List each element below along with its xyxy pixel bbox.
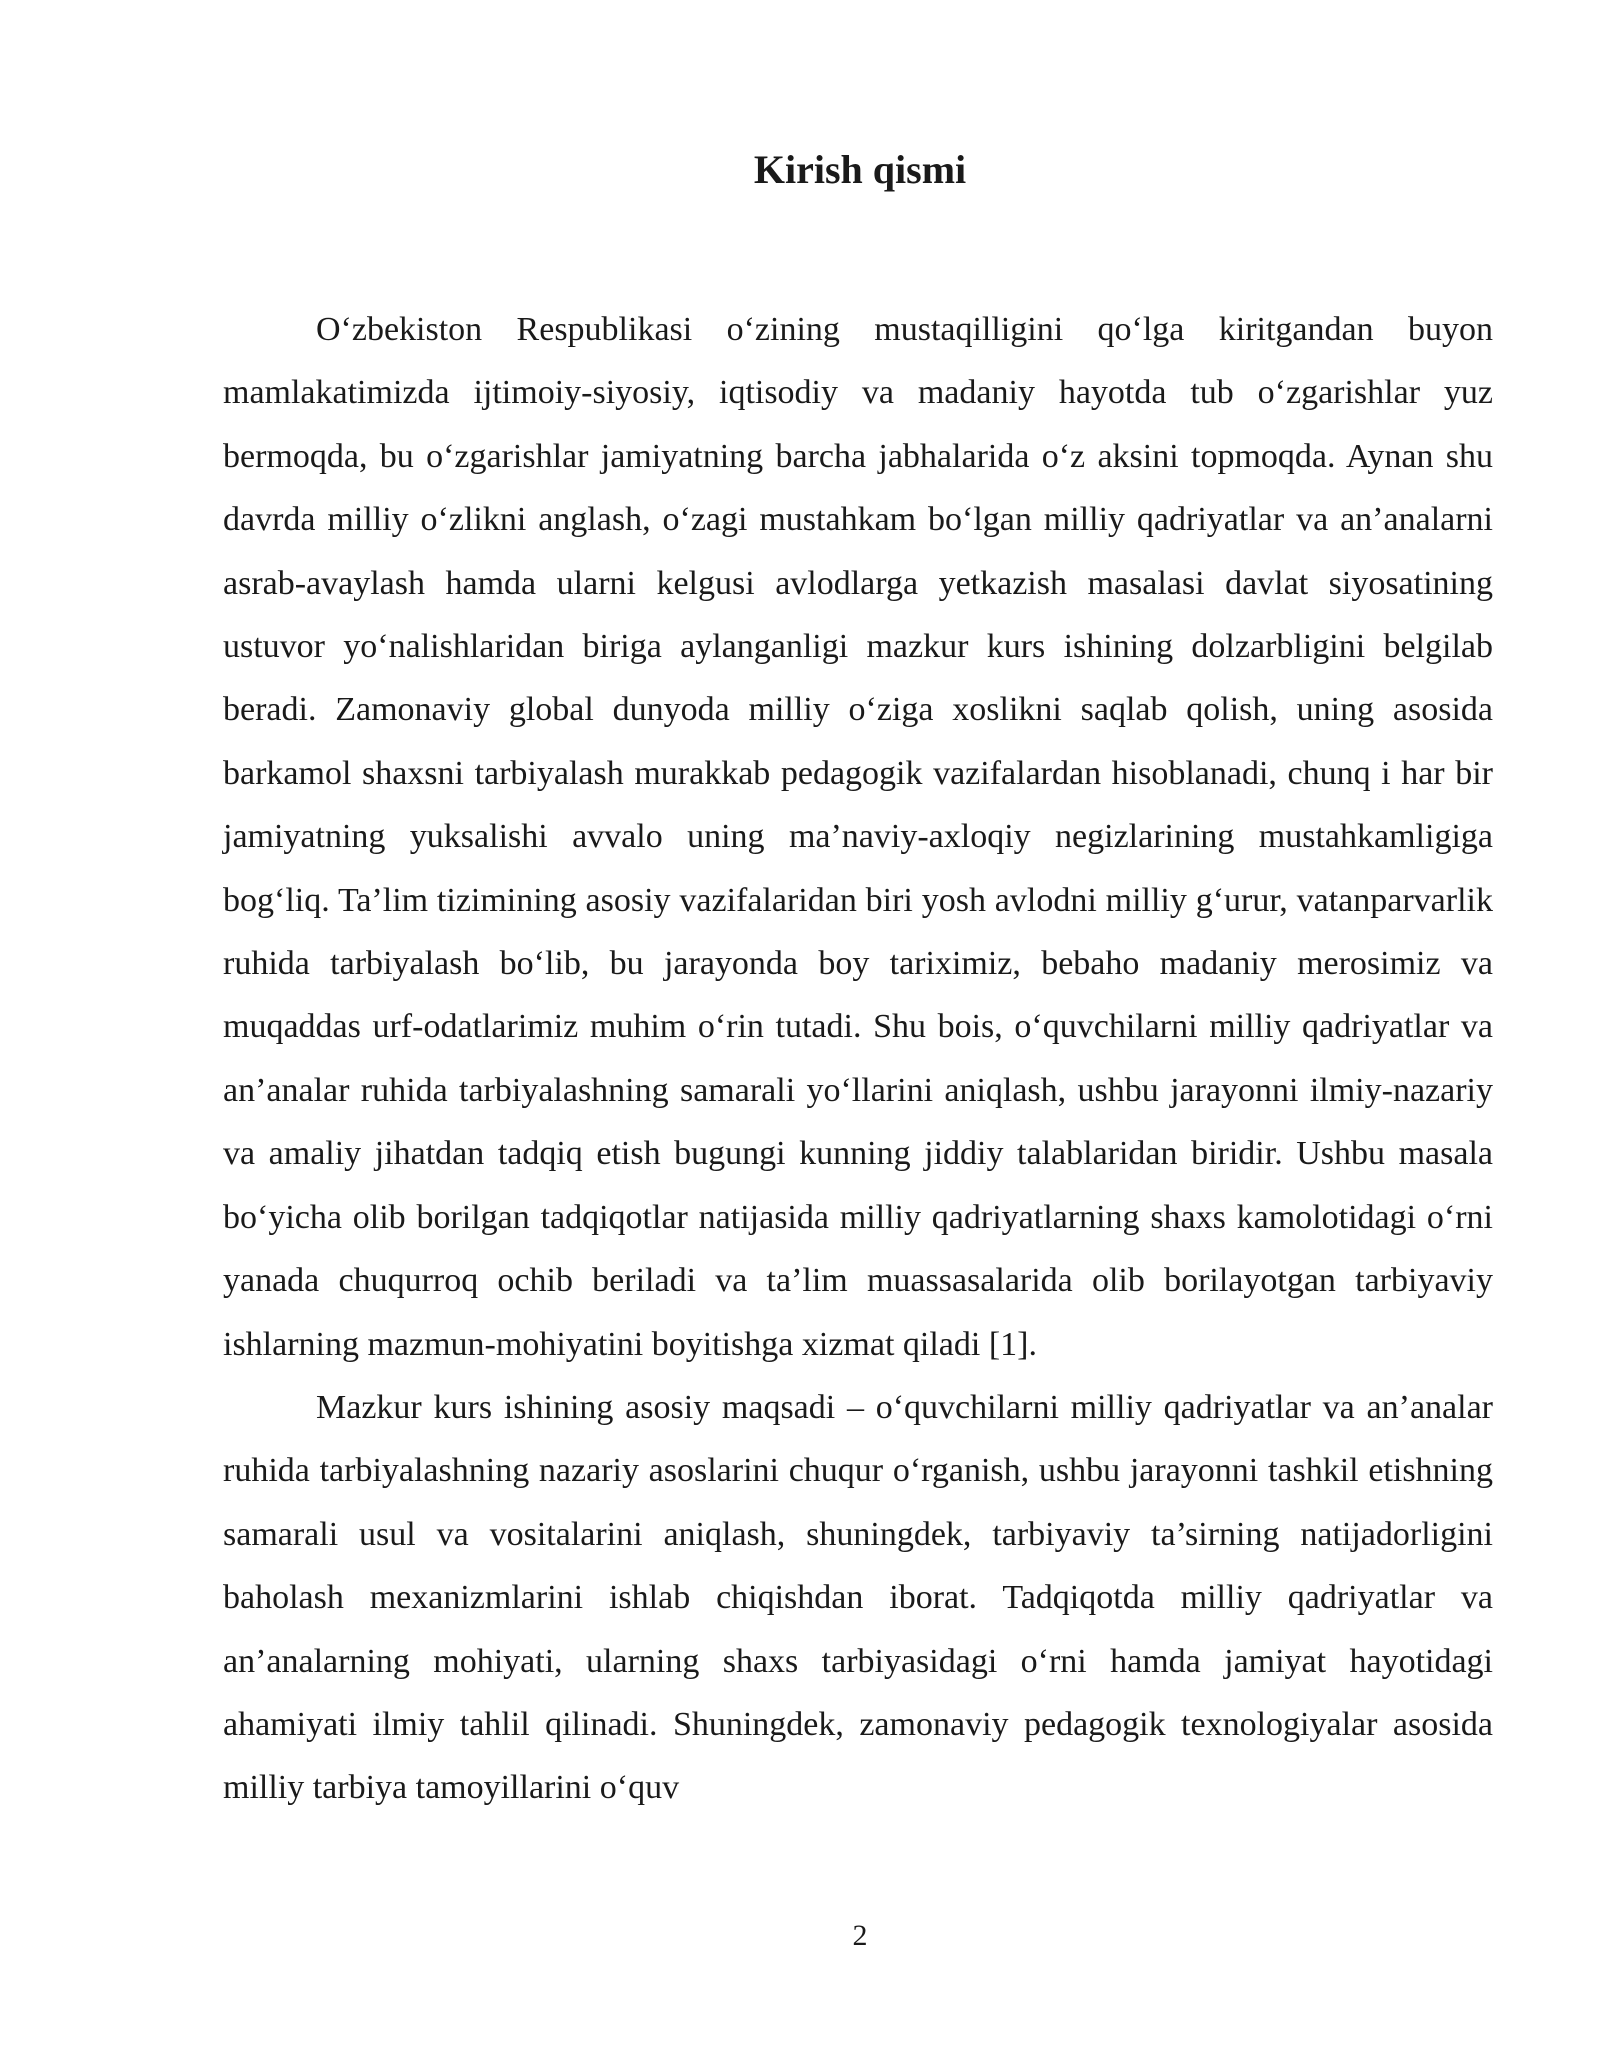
body-text — [223, 298, 1493, 1820]
page-title: Kirish qismi — [753, 147, 967, 192]
paragraph-1: O‘zbekiston Respublikasi o‘zining mustaqilligini qo‘lga kiritgandan buyon mamlakatimizda ijtimoiy-siyosiy, iqtisodiy va madaniy hayotda tub o‘zgarishlar yuz bermoqda, bu o‘zgarishlar jamiyatning barcha jabhalarida o‘z aksini topmoqda. Aynan shu davrda milliy o‘zlikni anglash, o‘zagi mustahkam bo‘lgan milliy qadriyatlar va an’analarni asrab-avaylash hamda ularni kelgusi avlodlarga yetkazish masalasi davlat siyosatining ustuvor yo‘nalishlaridan biriga aylanganligi mazkur kurs ishining dolzarbligini belgilab beradi. Zamonaviy global dunyoda milliy o‘ziga xoslikni saqlab qolish, uning asosida barkamol shaxsni tarbiyalash murakkab pedagogik vazifalardan hisoblanadi, chunq i har bir jamiyatning yuksalishi avvalo uning ma’naviy-axloqiy negizlarining mustahkamligiga bog‘liq. Ta’lim tizimining asosiy vazifalaridan biri yosh avlodni milliy g‘urur, vatanparvarlik ruhida tarbiyalash bo‘lib, bu jarayonda boy tariximiz, bebaho madaniy merosimiz va muqaddas urf-odatlarimiz muhim o‘rin tutadi. Shu bois, o‘quvchilarni milliy qadriyatlar va an’analar ruhida tarbiyalashning samarali yo‘llarini aniqlash, ushbu jarayonni ilmiy-nazariy va amaliy jihatdan tadqiq etish bugungi kunning jiddiy talablaridan biridir. Ushbu masala bo‘yicha olib borilgan tadqiqotlar natijasida milliy qadriyatlarning shaxs kamolotidagi o‘rni yanada chuqurroq ochib beriladi va ta’lim muassasalarida olib borilayotgan tarbiyaviy ishlarning mazmun-mohiyatini boyitishga xizmat qiladi [1]. — [223, 311, 1493, 1363]
paragraph-2: Mazkur kurs ishining asosiy maqsadi – o‘quvchilarni milliy qadriyatlar va an’analar ruhida tarbiyalashning nazariy asoslarini chuqur o‘rganish, ushbu jarayonni tashkil etishning samarali usul va vositalarini aniqlash, shuningdek, tarbiyaviy ta’sirning natijadorligini baholash mexanizmlarini ishlab chiqishdan iborat. Tadqiqotda milliy qadriyatlar va an’analarning mohiyati, ularning shaxs tarbiyasidagi o‘rni hamda jamiyat hayotidagi ahamiyati ilmiy tahlil qilinadi. Shuningdek, zamonaviy pedagogik texnologiyalar asosida milliy tarbiya tamoyillarini o‘quv — [223, 1388, 1493, 1807]
page-number: 2 — [852, 1919, 868, 1952]
